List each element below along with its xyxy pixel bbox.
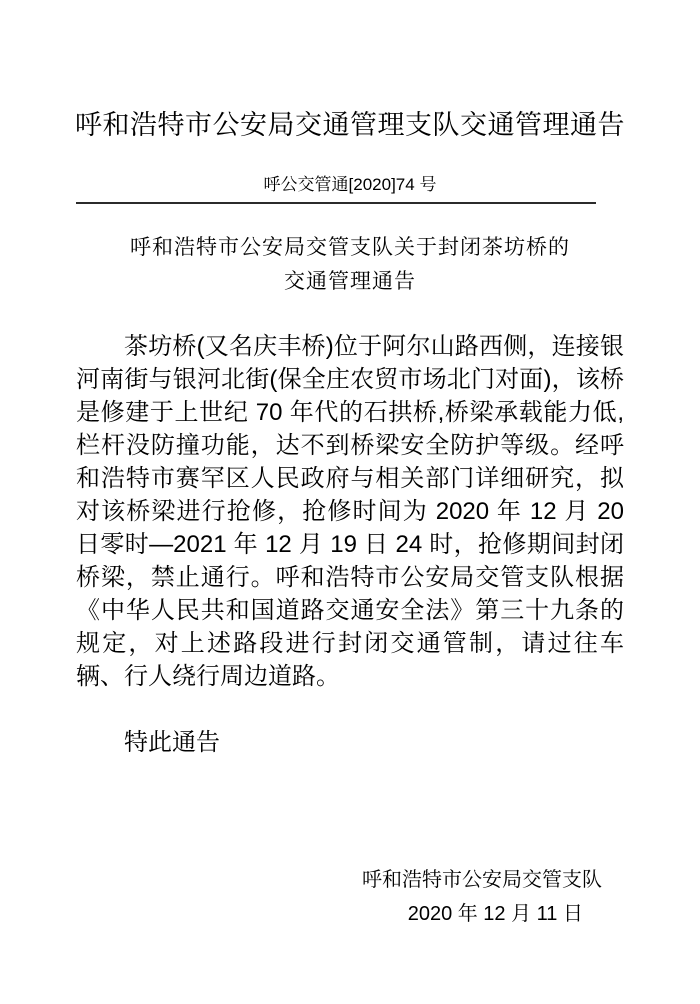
notice-subtitle-line1: 呼和浩特市公安局交管支队关于封闭茶坊桥的 — [130, 235, 570, 259]
notice-subtitle-line2: 交通管理通告 — [284, 269, 416, 293]
document-number: 呼公交管通[2020]74 号 — [263, 175, 437, 194]
issuing-authority-signature: 呼和浩特市公安局交管支队 — [362, 869, 602, 891]
notice-subtitle — [0, 230, 700, 298]
document-title: 呼和浩特市公安局交通管理支队交通管理通告 — [75, 110, 625, 140]
notice-document — [0, 110, 700, 1004]
header-divider — [76, 202, 596, 204]
notice-body: 茶坊桥(又名庆丰桥)位于阿尔山路西侧，连接银河南街与银河北街(保全庄农贸市场北门对面)，该桥是修建于上世纪 70 年代的石拱桥,桥梁承载能力低,栏杆没防撞功能，达不到桥梁安全防护等级。经呼和浩特市赛罕区人民政府与相关部门详细研究，拟对该桥梁进行抢修，抢修时间为 2020 年 12 月 20 日零时—2021 年 12 月 19 日 24 时，抢修期间封闭桥梁，禁止通行。呼和浩特市公安局交管支队根据《中华人民共和国道路交通安全法》第三十九条的规定，对上述路段进行封闭交通管制，请过往车辆、行人绕行周边道路。 — [76, 333, 624, 690]
closing-statement: 特此通告 — [124, 729, 220, 756]
issue-date: 2020 年 12 月 11 日 — [407, 903, 583, 925]
